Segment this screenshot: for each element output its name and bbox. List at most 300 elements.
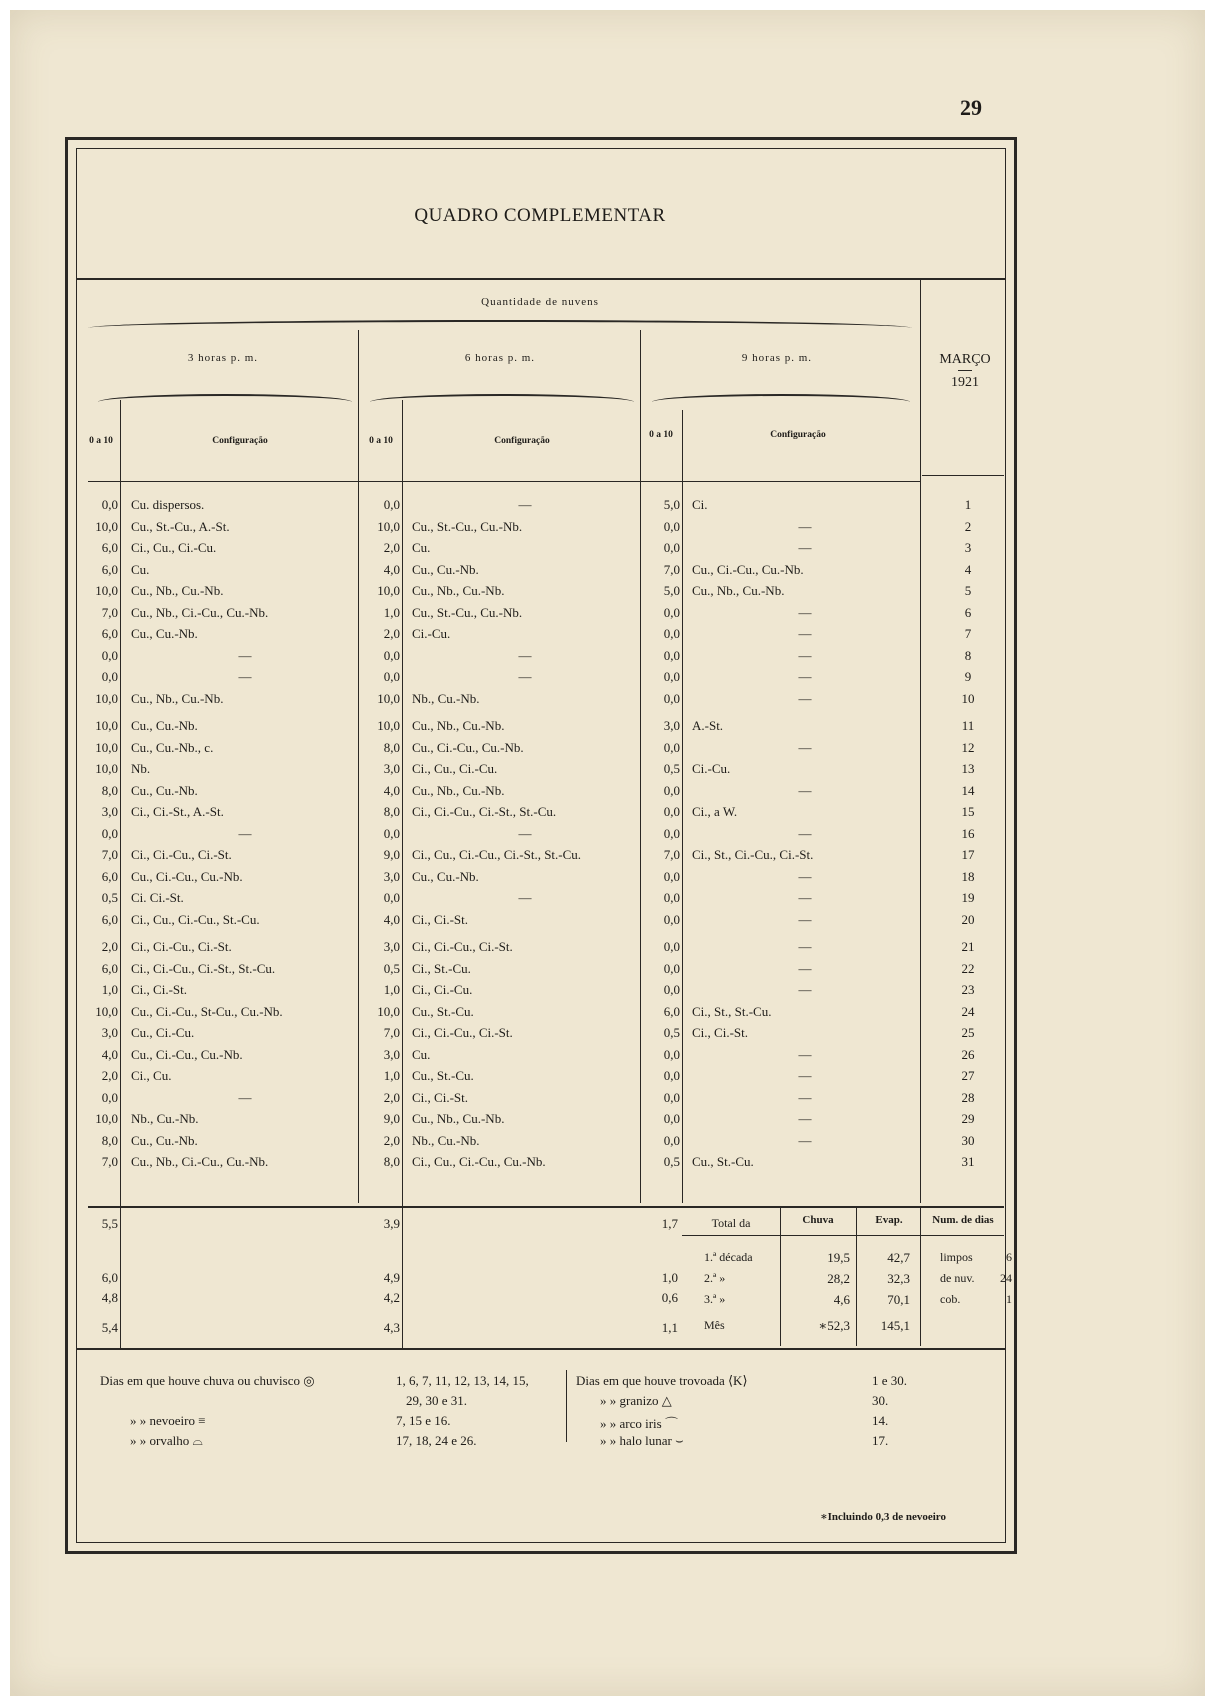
totals-divider-evap <box>856 1206 857 1346</box>
note-right-label: » » halo lunar ⌣ <box>600 1433 684 1448</box>
cloud-amount-9pm: 0,0 <box>663 1089 680 1105</box>
cloud-config-6pm: Cu., St.-Cu., Cu.-Nb. <box>412 518 523 534</box>
header-rule <box>88 481 920 482</box>
cloud-amount-3pm: 6,0 <box>101 911 118 927</box>
day-number: 4 <box>964 561 972 577</box>
cloud-amount-3pm: 3,0 <box>101 1025 118 1040</box>
day-kind-count: 24 <box>1000 1271 1012 1285</box>
cloud-config-9pm: — <box>798 739 812 755</box>
cloud-config-3pm: Cu., Ci.-Cu. <box>131 1025 195 1040</box>
cloud-config-6pm: Cu., Nb., Cu.-Nb. <box>412 583 505 598</box>
cloud-amount-6pm: 3,0 <box>383 761 400 776</box>
cloud-amount-9pm: 0,0 <box>663 518 680 534</box>
cloud-amount-6pm: 10,0 <box>377 518 400 534</box>
cloud-amount-9pm: 5,0 <box>663 583 680 598</box>
cloud-config-3pm: — <box>238 825 252 841</box>
cloud-amount-3pm: 6,0 <box>101 868 118 884</box>
cloud-config-9pm: Ci.-Cu. <box>692 761 731 776</box>
cloud-amount-9pm: 0,5 <box>663 1025 680 1040</box>
cloud-config-6pm: — <box>518 647 532 663</box>
cloud-amount-3pm: 10,0 <box>95 1003 118 1019</box>
scale-label-9pm: 0 a 10 <box>649 430 673 440</box>
cloud-config-3pm: Cu. <box>131 561 150 577</box>
month-name: MARÇO <box>939 352 991 367</box>
period-label: Mês <box>704 1318 725 1332</box>
cloud-amount-9pm: 0,5 <box>663 761 680 776</box>
cloud-amount-3pm: 10,0 <box>95 761 118 776</box>
day-number: 12 <box>961 739 975 755</box>
cloud-amount-3pm: 8,0 <box>101 1132 118 1148</box>
cloud-config-9pm: — <box>798 518 812 534</box>
notes-divider <box>566 1370 567 1442</box>
cloud-amount-3pm: 2,0 <box>101 939 118 954</box>
cloud-amount-6pm: 4,0 <box>383 561 400 577</box>
table-row <box>0 583 1215 603</box>
cloud-amount-9pm: 6,0 <box>663 1003 680 1019</box>
cloud-config-9pm: — <box>798 1089 812 1105</box>
cloud-config-3pm: Cu., Cu.-Nb., c. <box>131 739 214 755</box>
day-number: 19 <box>961 890 975 905</box>
month-underline <box>958 370 972 371</box>
cloud-config-3pm: Ci., Cu., Ci.-Cu., St.-Cu. <box>131 911 260 927</box>
day-number: 7 <box>964 626 972 641</box>
day-number: 6 <box>964 604 972 620</box>
title-rule <box>76 278 1006 280</box>
period-mean-3pm: 5,4 <box>101 1320 118 1335</box>
note-left-value: 17, 18, 24 e 26. <box>396 1433 477 1448</box>
table-row <box>0 826 1215 846</box>
cloud-amount-9pm: 7,0 <box>663 561 680 577</box>
cloud-amount-3pm: 0,0 <box>101 669 118 684</box>
cloud-amount-6pm: 2,0 <box>383 1089 400 1105</box>
cloud-config-3pm: Cu., Cu.-Nb. <box>131 782 198 798</box>
cloud-amount-6pm: 4,0 <box>383 782 400 798</box>
evap-label: Evap. <box>875 1214 903 1226</box>
cloud-config-3pm: Cu., Cu.-Nb. <box>131 1132 198 1148</box>
table-row <box>0 540 1215 560</box>
cloud-config-3pm: Cu., St.-Cu., A.-St. <box>131 518 230 534</box>
day-number: 17 <box>961 847 975 862</box>
totals-header-rule <box>682 1235 1004 1236</box>
totals-divider-chuva <box>780 1206 781 1346</box>
note-right-label: » » granizo △ <box>600 1393 672 1408</box>
day-number: 10 <box>961 690 975 706</box>
cloud-amount-3pm: 6,0 <box>101 960 118 976</box>
table-row <box>0 982 1215 1002</box>
cloud-amount-6pm: 2,0 <box>383 540 400 555</box>
cloud-config-3pm: Cu., Ci.-Cu., St-Cu., Cu.-Nb. <box>131 1003 283 1019</box>
cloud-config-6pm: Cu., Cu.-Nb. <box>412 868 479 884</box>
cloud-config-3pm: Nb. <box>131 761 151 776</box>
cloud-amount-3pm: 0,0 <box>101 1089 118 1105</box>
cloud-config-6pm: Ci., Cu., Ci.-Cu. <box>412 761 498 776</box>
cloud-config-6pm: Ci., Ci.-Cu., Ci.-St., St.-Cu. <box>412 804 557 819</box>
day-number: 22 <box>961 960 975 976</box>
day-number: 11 <box>961 718 975 733</box>
cloud-config-6pm: Ci., Ci.-Cu., Ci.-St. <box>412 939 513 954</box>
cloud-config-6pm: Ci., Ci.-St. <box>412 911 468 927</box>
cloud-amount-6pm: 4,0 <box>383 911 400 927</box>
day-number: 5 <box>964 583 972 598</box>
scale-label-6pm: 0 a 10 <box>369 436 393 446</box>
cloud-config-9pm: — <box>798 911 812 927</box>
cloud-config-3pm: Ci., Cu., Ci.-Cu. <box>131 540 217 555</box>
cloud-config-3pm: Cu. dispersos. <box>131 497 205 512</box>
cloud-config-9pm: Ci., St., Ci.-Cu., Ci.-St. <box>692 847 814 862</box>
table-row <box>0 1004 1215 1024</box>
cloud-amount-6pm: 8,0 <box>383 1154 400 1169</box>
mean-3pm: 5,5 <box>101 1216 118 1231</box>
table-row <box>0 669 1215 689</box>
cloud-config-9pm: — <box>798 1068 812 1083</box>
cloud-config-6pm: Nb., Cu.-Nb. <box>412 1132 480 1148</box>
cloud-amount-3pm: 10,0 <box>95 718 118 733</box>
table-row <box>0 1154 1215 1174</box>
cloud-amount-6pm: 9,0 <box>383 1111 400 1126</box>
day-number: 20 <box>961 911 975 927</box>
chuva-label: Chuva <box>802 1214 834 1226</box>
cloud-amount-3pm: 4,0 <box>101 1046 118 1062</box>
day-number: 14 <box>961 782 975 798</box>
cloud-config-6pm: Ci., Cu., Ci.-Cu., Cu.-Nb. <box>412 1154 546 1169</box>
col-9pm-header: 9 horas p. m. <box>741 352 813 364</box>
period-evap: 145,1 <box>880 1318 910 1333</box>
cloud-config-6pm: Cu. <box>412 540 431 555</box>
cloud-amount-6pm: 9,0 <box>383 847 400 862</box>
group-header: Quantidade de nuvens <box>481 296 599 308</box>
month-header <box>920 352 1010 391</box>
table-row <box>0 740 1215 760</box>
period-evap: 42,7 <box>887 1250 910 1265</box>
cloud-config-9pm: A.-St. <box>692 718 724 733</box>
table-row <box>0 804 1215 824</box>
day-kind-label: de nuv. <box>940 1271 975 1285</box>
cloud-amount-9pm: 0,0 <box>663 782 680 798</box>
table-row <box>0 497 1215 517</box>
cloud-amount-9pm: 0,0 <box>663 1068 680 1083</box>
cloud-amount-9pm: 0,0 <box>663 626 680 641</box>
cloud-config-3pm: Nb., Cu.-Nb. <box>131 1111 199 1126</box>
table-row <box>0 890 1215 910</box>
note-right-value: 17. <box>872 1433 889 1448</box>
table-row <box>0 1047 1215 1067</box>
cloud-config-9pm: — <box>798 540 812 555</box>
cloud-config-6pm: Ci., Ci.-Cu., Ci.-St. <box>412 1025 513 1040</box>
cloud-amount-9pm: 3,0 <box>663 718 680 733</box>
cloud-amount-3pm: 3,0 <box>101 804 118 819</box>
cloud-config-9pm: Ci., a W. <box>692 804 738 819</box>
cloud-amount-9pm: 7,0 <box>663 847 680 862</box>
cloud-amount-6pm: 7,0 <box>383 1025 400 1040</box>
period-mean-6pm: 4,9 <box>383 1270 400 1285</box>
cloud-config-9pm: — <box>798 626 812 641</box>
day-number: 29 <box>961 1111 975 1126</box>
totals-divider-days <box>920 1206 921 1346</box>
cloud-amount-3pm: 7,0 <box>101 1154 118 1169</box>
cloud-config-3pm: — <box>238 1089 252 1105</box>
cloud-amount-3pm: 10,0 <box>95 739 118 755</box>
cloud-config-6pm: Cu., Nb., Cu.-Nb. <box>412 718 505 733</box>
cloud-config-3pm: Cu., Cu.-Nb. <box>131 718 198 733</box>
cloud-config-9pm: — <box>798 825 812 841</box>
day-number: 25 <box>961 1025 975 1040</box>
cloud-amount-9pm: 0,0 <box>663 1111 680 1126</box>
period-mean-6pm: 4,3 <box>383 1320 400 1335</box>
table-title: QUADRO COMPLEMENTAR <box>414 205 666 226</box>
day-kind-count: 1 <box>1006 1292 1012 1306</box>
cloud-amount-6pm: 0,0 <box>383 647 400 663</box>
cloud-config-9pm: — <box>798 982 812 997</box>
cloud-config-9pm: — <box>798 690 812 706</box>
note-left-value: 1, 6, 7, 11, 12, 13, 14, 15, <box>396 1373 529 1388</box>
table-row <box>0 718 1215 738</box>
config-label-9pm: Configuração <box>770 430 826 440</box>
cloud-amount-6pm: 3,0 <box>383 939 400 954</box>
cloud-amount-9pm: 0,0 <box>663 911 680 927</box>
cloud-config-3pm: Cu., Ci.-Cu., Cu.-Nb. <box>131 868 243 884</box>
cloud-amount-6pm: 0,0 <box>383 890 400 905</box>
cloud-config-6pm: Cu. <box>412 1046 431 1062</box>
cloud-config-6pm: — <box>518 825 532 841</box>
day-number: 13 <box>961 761 975 776</box>
cloud-config-6pm: — <box>518 497 532 512</box>
cloud-config-3pm: Cu., Nb., Cu.-Nb. <box>131 583 224 598</box>
mean-6pm: 3,9 <box>383 1216 400 1231</box>
day-number: 9 <box>964 669 972 684</box>
cloud-amount-3pm: 7,0 <box>101 847 118 862</box>
day-number: 30 <box>961 1132 975 1148</box>
totals-top-rule <box>88 1206 1004 1208</box>
period-label: 2.ª » <box>704 1271 726 1285</box>
cloud-amount-9pm: 0,0 <box>663 1132 680 1148</box>
cloud-amount-9pm: 0,0 <box>663 982 680 997</box>
cloud-amount-6pm: 0,0 <box>383 669 400 684</box>
cloud-amount-6pm: 0,0 <box>383 497 400 512</box>
cloud-amount-6pm: 1,0 <box>383 1068 400 1083</box>
day-number: 31 <box>961 1154 975 1169</box>
cloud-config-6pm: — <box>518 890 532 905</box>
table-row <box>0 939 1215 959</box>
cloud-config-6pm: Cu., St.-Cu., Cu.-Nb. <box>412 604 523 620</box>
cloud-config-9pm: — <box>798 960 812 976</box>
month-year: 1921 <box>951 375 979 390</box>
cloud-amount-6pm: 2,0 <box>383 626 400 641</box>
cloud-config-3pm: Ci., Cu. <box>131 1068 172 1083</box>
period-label: 1.ª década <box>704 1250 753 1264</box>
notes-top-rule <box>76 1348 1006 1350</box>
cloud-amount-9pm: 0,0 <box>663 804 680 819</box>
day-number: 24 <box>961 1003 975 1019</box>
table-row <box>0 1068 1215 1088</box>
day-number: 23 <box>961 982 975 997</box>
cloud-config-3pm: Ci., Ci.-St., A.-St. <box>131 804 224 819</box>
cloud-config-6pm: Cu., Cu.-Nb. <box>412 561 479 577</box>
cloud-amount-3pm: 0,5 <box>101 890 118 905</box>
cloud-amount-9pm: 0,0 <box>663 540 680 555</box>
cloud-config-6pm: Ci., Ci.-St. <box>412 1089 468 1105</box>
cloud-config-6pm: Cu., Ci.-Cu., Cu.-Nb. <box>412 739 524 755</box>
day-number: 15 <box>961 804 975 819</box>
note-left-label: Dias em que houve chuva ou chuvisco ◎ <box>100 1373 315 1388</box>
cloud-config-6pm: Cu., Nb., Cu.-Nb. <box>412 1111 505 1126</box>
cloud-amount-9pm: 5,0 <box>663 497 680 512</box>
day-number: 16 <box>961 825 975 841</box>
cloud-config-6pm: Ci., Cu., Ci.-Cu., Ci.-St., St.-Cu. <box>412 847 582 862</box>
cloud-amount-9pm: 0,0 <box>663 604 680 620</box>
cloud-amount-3pm: 6,0 <box>101 626 118 641</box>
cloud-amount-6pm: 3,0 <box>383 868 400 884</box>
table-row <box>0 562 1215 582</box>
cloud-amount-3pm: 0,0 <box>101 497 118 512</box>
note-right-value: 14. <box>872 1413 889 1428</box>
cloud-amount-6pm: 10,0 <box>377 583 400 598</box>
cloud-amount-6pm: 1,0 <box>383 604 400 620</box>
cloud-amount-3pm: 10,0 <box>95 690 118 706</box>
note-right-value: 1 e 30. <box>872 1373 908 1388</box>
cloud-amount-3pm: 0,0 <box>101 825 118 841</box>
note-left-value: 7, 15 e 16. <box>396 1413 451 1428</box>
num-dias-label: Num. de dias <box>932 1214 994 1226</box>
col-6pm-header: 6 horas p. m. <box>464 352 536 364</box>
cloud-amount-6pm: 8,0 <box>383 739 400 755</box>
cloud-config-9pm: — <box>798 647 812 663</box>
cloud-amount-9pm: 0,0 <box>663 739 680 755</box>
cloud-amount-3pm: 10,0 <box>95 583 118 598</box>
day-number: 2 <box>964 518 972 534</box>
cloud-amount-9pm: 0,0 <box>663 647 680 663</box>
cloud-config-3pm: Ci., Ci.-Cu., Ci.-St. <box>131 939 232 954</box>
cloud-amount-3pm: 8,0 <box>101 782 118 798</box>
table-row <box>0 1025 1215 1045</box>
cloud-config-3pm: Ci., Ci.-Cu., Ci.-St., St.-Cu. <box>131 960 276 976</box>
cloud-amount-3pm: 0,0 <box>101 647 118 663</box>
cloud-config-3pm: Ci., Ci.-St. <box>131 982 187 997</box>
cloud-amount-3pm: 6,0 <box>101 561 118 577</box>
note-left-label: » » nevoeiro ≡ <box>130 1413 206 1428</box>
day-kind-label: limpos <box>940 1250 973 1264</box>
table-row <box>0 869 1215 889</box>
cloud-config-6pm: Cu., St.-Cu. <box>412 1003 474 1019</box>
table-row <box>0 648 1215 668</box>
cloud-config-3pm: Ci. Ci.-St. <box>131 890 184 905</box>
cloud-config-9pm: — <box>798 669 812 684</box>
period-evap: 32,3 <box>887 1271 910 1286</box>
period-mean-9pm: 1,1 <box>661 1320 678 1335</box>
cloud-amount-3pm: 7,0 <box>101 604 118 620</box>
table-row <box>0 783 1215 803</box>
day-number: 26 <box>961 1046 975 1062</box>
cloud-config-6pm: Ci., Ci.-Cu. <box>412 982 473 997</box>
total-label: Total da <box>711 1216 751 1230</box>
cloud-config-6pm: Ci., St.-Cu. <box>412 960 471 976</box>
period-chuva: 19,5 <box>827 1250 850 1265</box>
cloud-amount-9pm: 0,0 <box>663 825 680 841</box>
period-mean-6pm: 4,2 <box>383 1290 400 1305</box>
note-left-value: 29, 30 e 31. <box>406 1393 468 1408</box>
cloud-amount-9pm: 0,0 <box>663 690 680 706</box>
cloud-amount-9pm: 0,0 <box>663 868 680 884</box>
table-row <box>0 1133 1215 1153</box>
footnote: ∗Incluindo 0,3 de nevoeiro <box>820 1511 946 1523</box>
cloud-config-9pm: — <box>798 604 812 620</box>
note-left-label: » » orvalho ⌓ <box>130 1433 203 1448</box>
period-mean-3pm: 6,0 <box>101 1270 118 1285</box>
cloud-amount-3pm: 10,0 <box>95 1111 118 1126</box>
cloud-amount-9pm: 0,0 <box>663 939 680 954</box>
day-kind-count: 6 <box>1006 1250 1012 1264</box>
table-row <box>0 761 1215 781</box>
day-number: 8 <box>964 647 972 663</box>
cloud-config-9pm: — <box>798 782 812 798</box>
period-chuva: ∗52,3 <box>818 1318 850 1333</box>
cloud-amount-9pm: 0,0 <box>663 1046 680 1062</box>
cloud-config-3pm: Cu., Nb., Ci.-Cu., Cu.-Nb. <box>131 1154 269 1169</box>
cloud-amount-3pm: 1,0 <box>101 982 118 997</box>
cloud-amount-9pm: 0,5 <box>663 1154 680 1169</box>
note-right-label: » » arco iris ⌒ <box>600 1416 678 1431</box>
config-label-6pm: Configuração <box>494 436 550 446</box>
cloud-amount-6pm: 0,0 <box>383 825 400 841</box>
header-rule-month <box>922 475 1004 476</box>
cloud-amount-3pm: 6,0 <box>101 540 118 555</box>
day-number: 18 <box>961 868 975 884</box>
cloud-amount-9pm: 0,0 <box>663 890 680 905</box>
cloud-config-3pm: Cu., Cu.-Nb. <box>131 626 198 641</box>
cloud-config-9pm: Ci. <box>692 497 708 512</box>
note-right-value: 30. <box>872 1393 889 1408</box>
day-number: 27 <box>961 1068 975 1083</box>
table-row <box>0 912 1215 932</box>
period-chuva: 4,6 <box>833 1292 850 1307</box>
cloud-config-9pm: Ci., Ci.-St. <box>692 1025 748 1040</box>
cloud-config-9pm: — <box>798 1132 812 1148</box>
config-label-3pm: Configuração <box>212 436 268 446</box>
day-number: 21 <box>961 939 975 954</box>
cloud-amount-6pm: 2,0 <box>383 1132 400 1148</box>
cloud-config-9pm: — <box>798 1111 812 1126</box>
period-mean-9pm: 0,6 <box>661 1290 678 1305</box>
table-row <box>0 626 1215 646</box>
col-3pm-header: 3 horas p. m. <box>187 352 259 364</box>
table-row <box>0 1090 1215 1110</box>
cloud-amount-3pm: 2,0 <box>101 1068 118 1083</box>
day-kind-label: cob. <box>940 1292 961 1306</box>
cloud-config-9pm: — <box>798 1046 812 1062</box>
cloud-config-3pm: Cu., Ci.-Cu., Cu.-Nb. <box>131 1046 243 1062</box>
day-number: 1 <box>964 497 972 512</box>
mean-9pm: 1,7 <box>661 1216 678 1231</box>
cloud-config-9pm: Cu., Ci.-Cu., Cu.-Nb. <box>692 561 804 577</box>
cloud-amount-9pm: 0,0 <box>663 960 680 976</box>
cloud-config-6pm: — <box>518 669 532 684</box>
cloud-amount-6pm: 1,0 <box>383 982 400 997</box>
cloud-config-6pm: Cu., Nb., Cu.-Nb. <box>412 782 505 798</box>
cloud-amount-6pm: 10,0 <box>377 690 400 706</box>
day-number: 3 <box>964 540 972 555</box>
cloud-config-3pm: Ci., Ci.-Cu., Ci.-St. <box>131 847 232 862</box>
cloud-config-9pm: Cu., St.-Cu. <box>692 1154 754 1169</box>
period-mean-9pm: 1,0 <box>661 1270 678 1285</box>
table-row <box>0 605 1215 625</box>
table-row <box>0 847 1215 867</box>
table-row <box>0 519 1215 539</box>
cloud-config-3pm: Cu., Nb., Cu.-Nb. <box>131 690 224 706</box>
cloud-config-6pm: Cu., St.-Cu. <box>412 1068 474 1083</box>
cloud-config-3pm: — <box>238 647 252 663</box>
cloud-amount-6pm: 8,0 <box>383 804 400 819</box>
cloud-amount-6pm: 0,5 <box>383 960 400 976</box>
cloud-config-6pm: Ci.-Cu. <box>412 626 451 641</box>
